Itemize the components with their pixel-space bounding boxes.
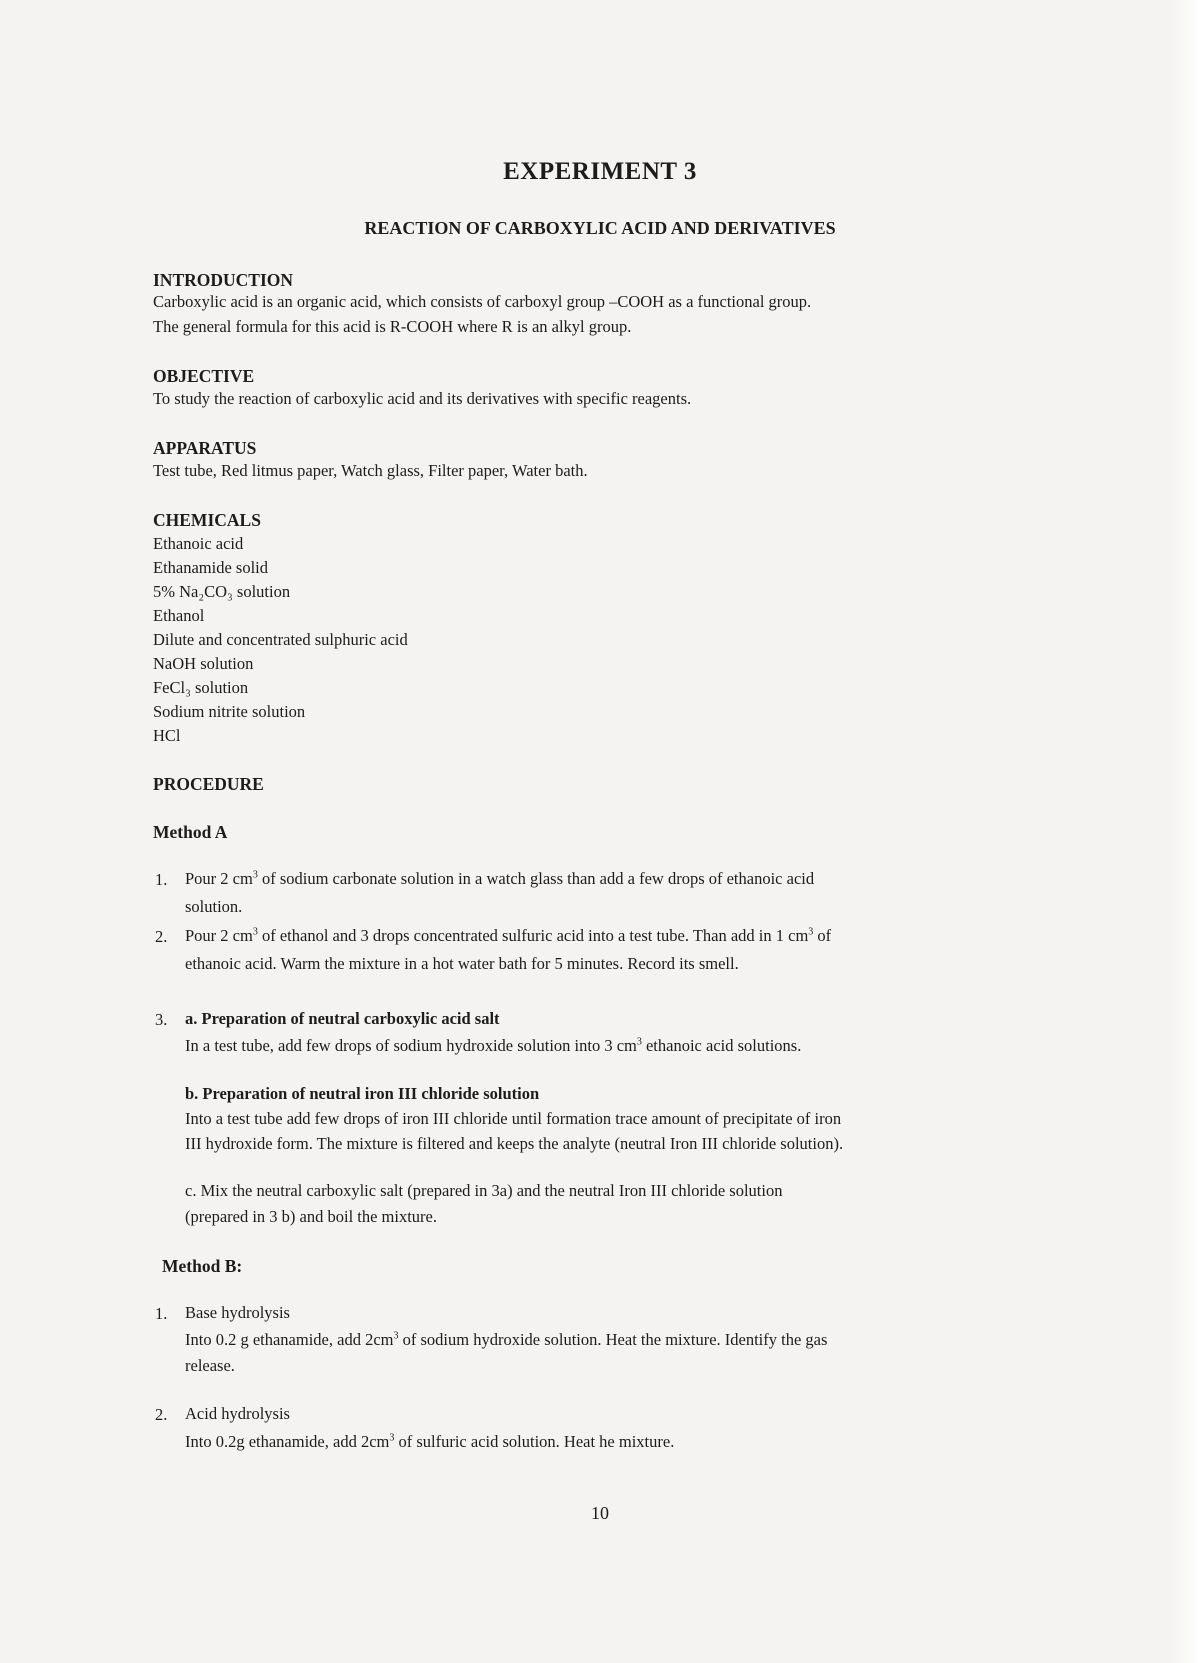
- superscript: 3: [808, 926, 814, 938]
- text-segment: of: [813, 926, 832, 945]
- step3b-title: b. Preparation of neutral iron III chloride solution: [185, 1084, 540, 1103]
- text-segment: Into 0.2g ethanamide, add 2cm: [185, 1432, 390, 1451]
- method-a-step1-line: solution.: [185, 897, 243, 916]
- step3c-line: (prepared in 3 b) and boil the mixture.: [185, 1207, 438, 1226]
- page-title: EXPERIMENT 3: [503, 158, 697, 185]
- apparatus-line: Test tube, Red litmus paper, Watch glass, Filter paper, Water bath.: [153, 461, 588, 480]
- method-b-step2-line: [185, 1432, 674, 1452]
- text-segment: of sodium hydroxide solution. Heat the mixture. Identify the gas: [398, 1330, 828, 1349]
- chemicals-heading: CHEMICALS: [153, 510, 261, 530]
- step3a-title: a. Preparation of neutral carboxylic acid salt: [185, 1009, 500, 1028]
- step3c-line: c. Mix the neutral carboxylic salt (prepared in 3a) and the neutral Iron III chloride solution: [185, 1181, 783, 1200]
- introduction-line: Carboxylic acid is an organic acid, which consists of carboxyl group –COOH as a functional group.: [153, 292, 812, 311]
- text-segment: Pour 2 cm: [185, 869, 253, 888]
- superscript: 3: [252, 926, 258, 938]
- page-subtitle: REACTION OF CARBOXYLIC ACID AND DERIVATIVES: [364, 218, 836, 238]
- text-segment: Into 0.2 g ethanamide, add 2cm: [185, 1330, 394, 1349]
- procedure-heading: PROCEDURE: [153, 774, 264, 794]
- objective-line: To study the reaction of carboxylic acid and its derivatives with specific reagents.: [153, 389, 692, 408]
- text-segment: Pour 2 cm: [185, 926, 253, 945]
- step3a-line: [185, 1036, 801, 1056]
- chemical-item: Ethanamide solid: [153, 558, 269, 577]
- step-number: 2.: [155, 927, 168, 946]
- step-number: 2.: [155, 1405, 168, 1424]
- superscript: 3: [636, 1036, 642, 1048]
- method-a-step2-line: ethanoic acid. Warm the mixture in a hot water bath for 5 minutes. Record its smell.: [185, 954, 739, 973]
- chemical-item: Ethanoic acid: [153, 534, 244, 553]
- chemical-item: FeCl₃ solution: [153, 678, 249, 697]
- method-b-heading: Method B:: [162, 1256, 243, 1276]
- chemical-item: NaOH solution: [153, 654, 254, 673]
- text-segment: of ethanol and 3 drops concentrated sulfuric acid into a test tube. Than add in 1 cm: [257, 926, 809, 945]
- method-a-heading: Method A: [153, 822, 228, 842]
- method-b-step1-line: [185, 1330, 827, 1350]
- superscript: 3: [252, 869, 258, 881]
- acid-hydrolysis-title: Acid hydrolysis: [185, 1404, 290, 1423]
- superscript: 3: [389, 1432, 395, 1444]
- chemical-item: HCl: [153, 726, 181, 745]
- step3b-line: III hydroxide form. The mixture is filtered and keeps the analyte (neutral Iron III chloride solution).: [185, 1134, 844, 1153]
- chemical-item: 5% Na₂CO₃ solution: [153, 582, 291, 601]
- step-number: 1.: [155, 870, 168, 889]
- page-number: 10: [591, 1503, 609, 1523]
- chemical-item: Sodium nitrite solution: [153, 702, 306, 721]
- step3b-line: Into a test tube add few drops of iron III chloride until formation trace amount of precipitate of iron: [185, 1109, 842, 1128]
- text-segment: In a test tube, add few drops of sodium hydroxide solution into 3 cm: [185, 1036, 637, 1055]
- apparatus-heading: APPARATUS: [153, 438, 257, 458]
- method-b-step1-line: release.: [185, 1356, 235, 1375]
- introduction-heading: INTRODUCTION: [153, 270, 294, 290]
- objective-heading: OBJECTIVE: [153, 366, 255, 386]
- base-hydrolysis-title: Base hydrolysis: [185, 1303, 290, 1322]
- step-number: 1.: [155, 1304, 168, 1323]
- method-a-step2-line: [185, 926, 831, 946]
- introduction-line: The general formula for this acid is R-COOH where R is an alkyl group.: [153, 317, 632, 336]
- method-a-step1-line: [185, 869, 814, 889]
- superscript: 3: [393, 1330, 399, 1342]
- text-segment: ethanoic acid solutions.: [641, 1036, 802, 1055]
- chemical-item: Ethanol: [153, 606, 205, 625]
- text-segment: of sodium carbonate solution in a watch glass than add a few drops of ethanoic acid: [257, 869, 815, 888]
- step-number: 3.: [155, 1010, 168, 1029]
- text-segment: of sulfuric acid solution. Heat he mixture.: [394, 1432, 675, 1451]
- chemical-item: Dilute and concentrated sulphuric acid: [153, 630, 408, 649]
